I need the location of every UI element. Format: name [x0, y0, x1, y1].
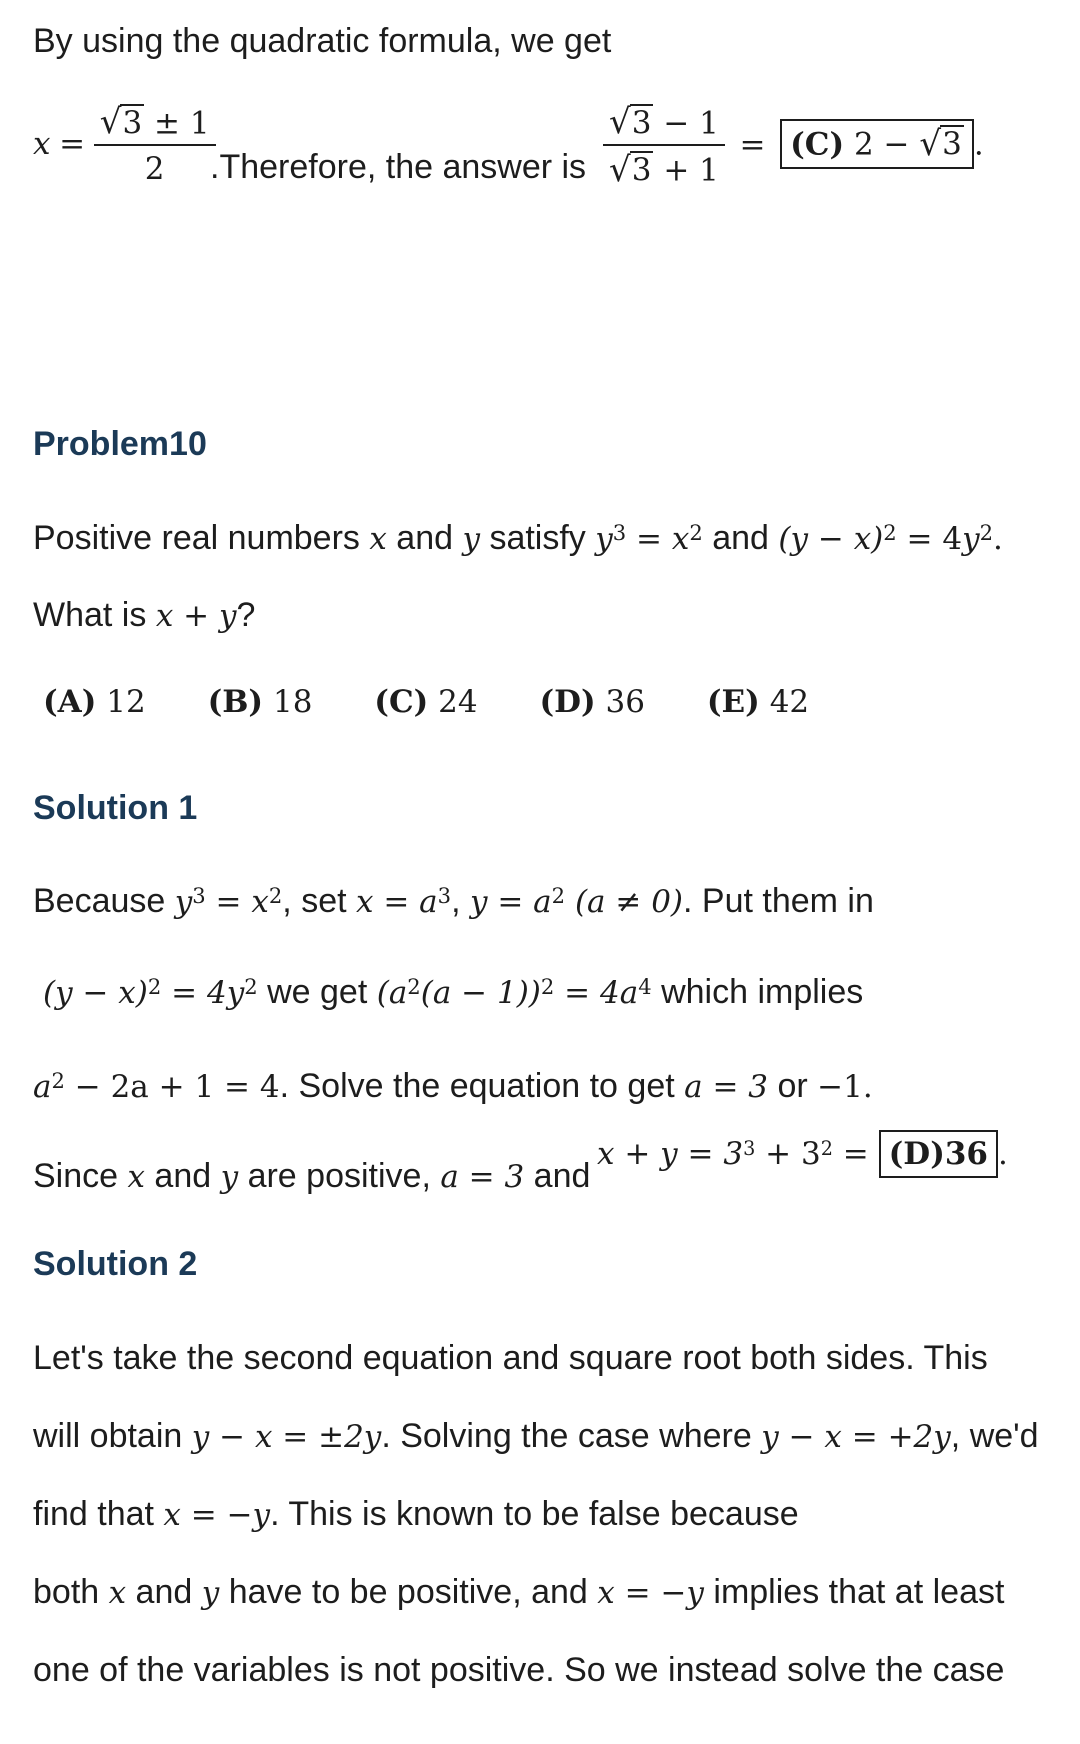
solution1-final-answer: $x + y = 3^3 + 3^2 = (D)36$ .	[597, 1130, 1008, 1178]
solution1-line4: Since x and y are positive, a = 3 and	[33, 1157, 591, 1195]
choice-d: (D) 36	[539, 684, 645, 720]
root-fraction: √ 3 ± 1 2	[94, 104, 216, 187]
choice-e: (E) 42	[706, 684, 810, 720]
answer-choices	[43, 684, 861, 720]
solution2-line3: find that x = −y. This is known to be false because	[33, 1495, 799, 1533]
choice-a: (A) 12	[43, 684, 146, 720]
solution2-line5: one of the variables is not positive. So we instead solve the case	[33, 1651, 1005, 1689]
solution1-line1: Because $y^3 = x^2$, set $x = a^3$, $y = a^2$ (a ≠ 0). Put them in	[33, 882, 874, 920]
solution2-heading: Solution 2	[33, 1245, 198, 1283]
answer-box-d: (D)36	[879, 1130, 998, 1178]
quadratic-solution-formula	[33, 104, 216, 187]
answer-fraction-expression: √ 3 − 1 √ 3 + 1 = (C) 2 − √ 3 .	[603, 104, 984, 189]
choice-c: (C) 24	[374, 684, 478, 720]
equals-sign: =	[59, 125, 86, 162]
solution2-line4: both x and y have to be positive, and x = −y implies that at least	[33, 1573, 1005, 1611]
problem-heading: Problem10	[33, 425, 207, 463]
answer-box-c: (C) 2 − √ 3	[780, 119, 974, 168]
answer-fraction: √ 3 − 1 √ 3 + 1	[603, 104, 725, 189]
intro-text: By using the quadratic formula, we get	[33, 22, 612, 60]
solution1-line3: $a^2 - 2a + 1 = 4$. Solve the equation to get a = 3 or −1.	[33, 1067, 873, 1105]
solution2-line2: will obtain y − x = ±2y. Solving the case where y − x = +2y, we'd	[33, 1417, 1039, 1455]
choice-b: (B) 18	[207, 684, 313, 720]
solution1-heading: Solution 1	[33, 789, 198, 827]
problem-statement-line1: Positive real numbers x and y satisfy $y^3 = x^2$ and $(y - x)^2 = 4y^2$.	[33, 519, 1003, 557]
problem-statement-line2: What is x + y?	[33, 596, 256, 634]
variable-x: x	[33, 125, 51, 162]
therefore-text: .Therefore, the answer is	[210, 148, 587, 186]
equals-sign: =	[739, 126, 766, 163]
solution1-line2: $(y - x)^2 = 4y^2$ we get $(a^2(a - 1))^2 = 4a^4$ which implies	[43, 973, 864, 1011]
solution2-line1: Let's take the second equation and square root both sides. This	[33, 1339, 988, 1377]
